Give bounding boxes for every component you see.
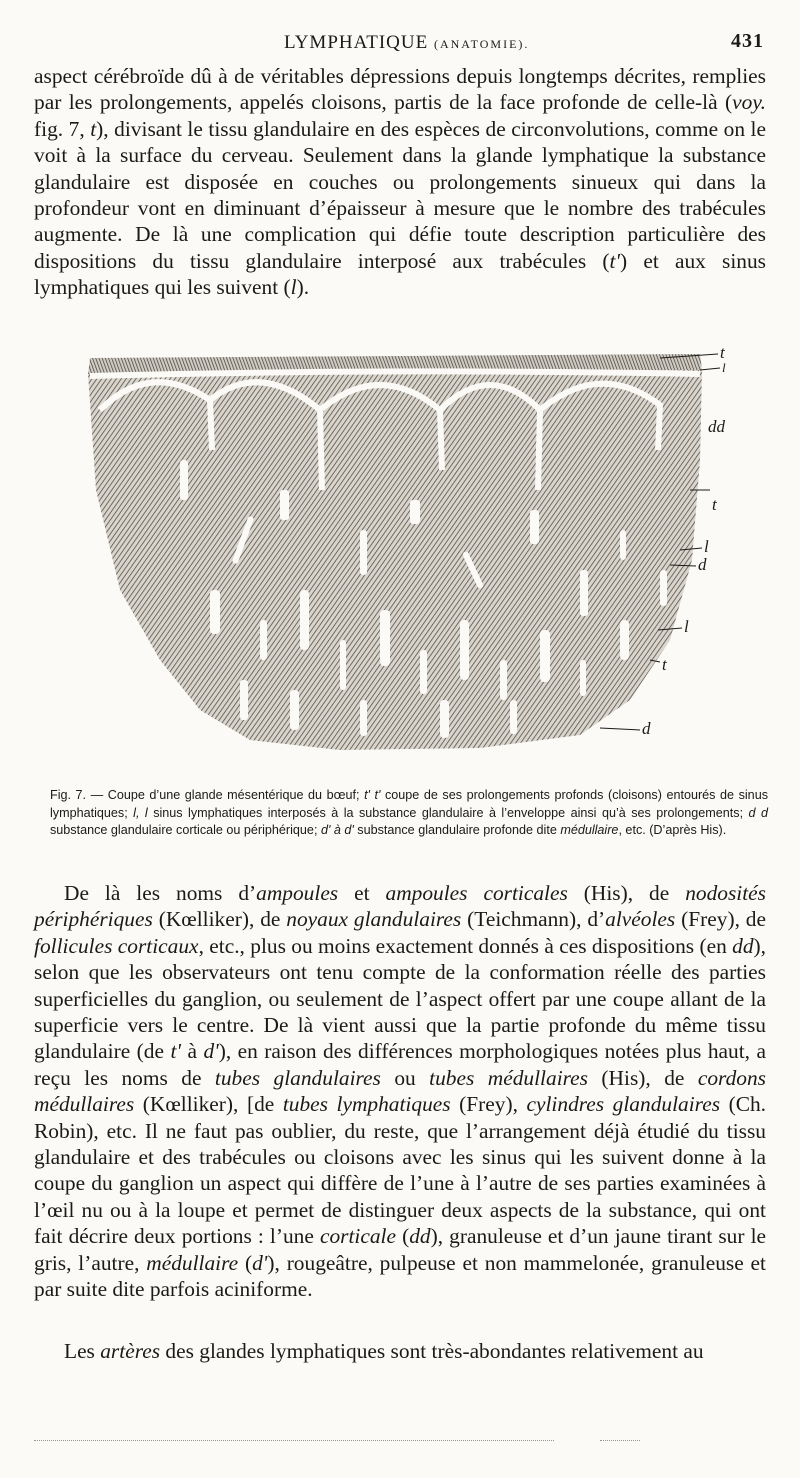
text-run: aspect cérébroïde dû à de véritables dépressions depuis longtemps décrites, remplies par les prolongements, appelés cloisons, partis de la face profonde de celle-là ( <box>34 64 766 115</box>
figure-caption <box>50 787 768 840</box>
italic-run: tubes médullaires <box>429 1065 588 1090</box>
figure-label-t3: t <box>662 655 667 674</box>
text-run: ), granuleuse et d’un jaune tirant sur le gris, l’autre, <box>34 1224 767 1275</box>
text-run: (Frey), <box>450 1092 527 1117</box>
italic-run: corticale <box>319 1224 396 1249</box>
text-run: (Frey), de <box>675 907 766 932</box>
paragraph-arteries <box>34 1338 766 1364</box>
text-run: (Ch. Robin), etc. Il ne faut pas oublier, du reste, que l’arrangement déjà étudié du tissu glandulaire et des trabécules ou cloisons avec les sinus qui les suivent donne à la coupe du ganglion un aspect qui diffère de l’une à l’autre de ses parties examinées à l’œil nu ou à la loupe et permet de distinguer deux aspects de la substance, qui ont fait décrire deux portions : l’une <box>34 1092 766 1249</box>
figure-gland-section <box>60 340 750 770</box>
text-run: (His), de <box>567 881 686 905</box>
italic-run: voy. <box>732 90 766 115</box>
italic-run: d' <box>203 1039 219 1064</box>
italic-run: médullaire <box>146 1250 239 1275</box>
figure-caption-text <box>50 787 768 840</box>
figure-label-d: d <box>698 555 707 574</box>
text-run: Les <box>64 1339 101 1363</box>
figure-label-dd: dd <box>708 417 725 436</box>
text-run: ou <box>380 1065 430 1090</box>
footer-rule <box>34 1440 554 1441</box>
italic-run: d' à d' <box>320 823 354 837</box>
text-run: De là les noms d’ <box>64 881 257 905</box>
text-run: , etc. (D’après His). <box>618 823 727 837</box>
text-run: Fig. 7. — Coupe d’une glande mésentérique du bœuf; <box>50 788 365 802</box>
italic-run: artères <box>100 1339 161 1363</box>
text-run: ( <box>238 1250 253 1275</box>
italic-run: cylindres glandulaires <box>526 1092 721 1117</box>
text-run: ). <box>296 275 310 300</box>
italic-run: t' <box>170 1039 181 1064</box>
text-run: (Teichmann), d’ <box>461 907 606 932</box>
figure-label-d2: d <box>642 719 651 738</box>
running-title-main: LYMPHATIQUE <box>284 32 429 53</box>
italic-run: l <box>290 275 297 300</box>
paragraph-names <box>34 880 766 1303</box>
footer-rule-short <box>600 1440 640 1441</box>
gland-body <box>88 370 702 750</box>
italic-run: dd <box>409 1224 431 1249</box>
italic-run: t <box>90 116 97 141</box>
figure-label-l3: l <box>684 617 689 636</box>
text-run: ) et aux sinus lymphatiques qui les suivent ( <box>34 248 766 300</box>
text-run: ), en raison des différences morphologiques notées plus haut, a reçu les noms de <box>34 1039 766 1090</box>
paragraph-continuation <box>34 63 766 301</box>
text-run: ), rougeâtre, pulpeuse et non mammelonée, granuleuse et par suite dite parfois aciniforme. <box>34 1250 766 1302</box>
text-run: à <box>181 1039 204 1064</box>
text-run: et <box>338 881 386 905</box>
italic-run: t' t' <box>364 788 381 802</box>
italic-run: d d <box>748 805 769 820</box>
italic-run: ampoules <box>256 881 339 905</box>
figure-label-t: t <box>720 343 725 362</box>
figure-label-t2: t <box>712 495 717 514</box>
paragraph-2-text <box>34 880 766 1303</box>
text-run: substance glandulaire profonde dite <box>353 823 561 837</box>
text-run: coupe de ses prolongements profonds (cloisons) entourés de sinus lymphatiques; <box>50 788 768 820</box>
text-run: (Kœlliker), [de <box>134 1092 283 1117</box>
italic-run: d' <box>252 1250 268 1275</box>
text-run: ), divisant le tissu glandulaire en des espèces de circonvolutions, comme on le voit à la surface du cerveau. Seulement dans la glande lymphatique la substance glandulaire est disposée en couches ou prolongements sinueux qui dans la profondeur vont en diminuant d’épaisseur à mesure que le nombre des trabécules augmente. De là une complication qui défie toute description particulière des dispositions du tissu glandulaire interposé aux trabécules ( <box>34 116 766 273</box>
text-run: (His), de <box>587 1065 698 1090</box>
text-run: sinus lymphatiques interposés à la substance glandulaire à l’enveloppe ainsi qu’à ses prolongements; <box>147 805 749 820</box>
text-run: ), selon que les observateurs ont tenu compte de la conformation réelle des parties superficielles du ganglion, ou seulement de l’aspect offert par une coupe allant de la superficie vers le centre. De là vient aussi que la partie profonde du même tissu glandulaire (de <box>34 933 766 1064</box>
page-number: 431 <box>731 30 764 52</box>
text-run: substance glandulaire corticale ou périphérique; <box>50 823 321 837</box>
text-run: , etc., plus ou moins exactement donnés à ces dispositions (en <box>198 933 733 958</box>
running-head <box>34 30 770 56</box>
italic-run: dd <box>732 933 754 958</box>
paragraph-3-text <box>34 1338 766 1364</box>
italic-run: tubes lymphatiques <box>282 1092 451 1117</box>
figure-label-l2: l <box>704 537 709 556</box>
running-title-sub: (ANATOMIE). <box>433 37 530 51</box>
text-run: (Kœlliker), de <box>152 907 287 932</box>
italic-run: noyaux glandulaires <box>286 907 462 932</box>
figure-label-l: l <box>722 360 726 375</box>
running-title <box>284 32 529 54</box>
text-run: des glandes lymphatiques sont très-abondantes relativement au <box>160 1339 704 1363</box>
italic-run: t' <box>609 248 621 273</box>
italic-run: ampoules corticales <box>385 881 568 905</box>
italic-run: nodosités périphériques <box>34 881 766 932</box>
text-run: fig. 7, <box>34 116 91 141</box>
italic-run: cordons médullaires <box>34 1065 766 1117</box>
text-run: ( <box>396 1224 410 1249</box>
italic-run: follicules corticaux <box>34 933 199 958</box>
paragraph-1-text <box>34 63 766 301</box>
italic-run: l, l <box>133 805 148 820</box>
italic-run: tubes glandulaires <box>214 1065 381 1090</box>
italic-run: médullaire <box>560 823 619 837</box>
italic-run: alvéoles <box>605 907 676 932</box>
